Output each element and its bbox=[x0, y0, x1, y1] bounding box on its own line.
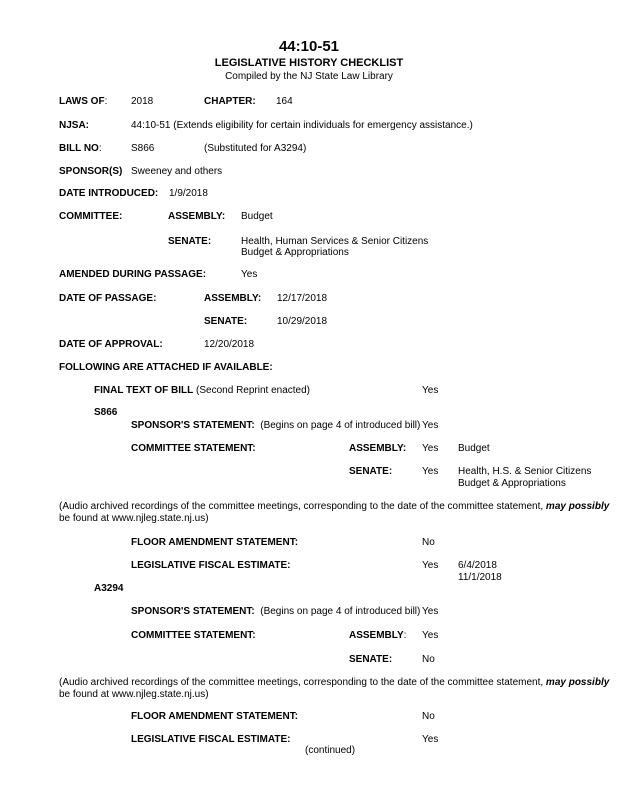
s866-committee-statement-label: COMMITTEE STATEMENT: bbox=[131, 443, 256, 454]
s866-audio-note-line2: be found at www.njleg.state.nj.us) bbox=[59, 513, 209, 524]
bill-no-label: BILL NO: bbox=[59, 143, 102, 154]
a3294-fiscal-value: Yes bbox=[422, 734, 439, 745]
a3294-assembly-value: Yes bbox=[422, 630, 439, 641]
passage-label: DATE OF PASSAGE: bbox=[59, 293, 157, 304]
approval-label: DATE OF APPROVAL: bbox=[59, 339, 163, 350]
laws-of-label: LAWS OF: bbox=[59, 96, 108, 107]
committee-assembly-value: Budget bbox=[241, 211, 273, 222]
approval-value: 12/20/2018 bbox=[204, 339, 255, 350]
a3294-senate-value: No bbox=[422, 654, 435, 665]
section-number: 44:10-51 bbox=[278, 38, 340, 55]
passage-senate-date: 10/29/2018 bbox=[277, 316, 328, 327]
s866-sponsor-statement: SPONSOR'S STATEMENT: (Begins on page 4 of introduced bill) bbox=[131, 420, 421, 431]
a3294-committee-statement-label: COMMITTEE STATEMENT: bbox=[131, 630, 256, 641]
bill-no-note: (Substituted for A3294) bbox=[204, 143, 307, 154]
a3294-label: A3294 bbox=[94, 583, 124, 594]
s866-assembly-committee: Budget bbox=[458, 443, 490, 454]
s866-fiscal-date1: 6/4/2018 bbox=[458, 560, 497, 571]
s866-label: S866 bbox=[94, 407, 118, 418]
date-introduced-value: 1/9/2018 bbox=[169, 188, 208, 199]
passage-senate-label: SENATE: bbox=[204, 316, 248, 327]
s866-assembly-label: ASSEMBLY: bbox=[349, 443, 407, 454]
s866-senate-committee-line2: Budget & Appropriations bbox=[458, 478, 566, 489]
continued-note: (continued) bbox=[305, 745, 356, 756]
sponsors-value: Sweeney and others bbox=[131, 166, 223, 177]
laws-of-year: 2018 bbox=[131, 96, 154, 107]
document-title: LEGISLATIVE HISTORY CHECKLIST bbox=[214, 57, 404, 69]
s866-senate-label: SENATE: bbox=[349, 466, 393, 477]
s866-fiscal-label: LEGISLATIVE FISCAL ESTIMATE: bbox=[131, 560, 291, 571]
a3294-floor-label: FLOOR AMENDMENT STATEMENT: bbox=[131, 711, 299, 722]
a3294-sponsor-statement-value: Yes bbox=[422, 606, 439, 617]
s866-audio-note-line1: (Audio archived recordings of the committee meetings, corresponding to the date of the committee statement, may possibly bbox=[59, 501, 610, 512]
s866-floor-label: FLOOR AMENDMENT STATEMENT: bbox=[131, 537, 299, 548]
a3294-audio-note-line2: be found at www.njleg.state.nj.us) bbox=[59, 689, 209, 700]
sponsors-label: SPONSOR(S) bbox=[59, 166, 123, 177]
bill-no-value: S866 bbox=[131, 143, 155, 154]
s866-assembly-value: Yes bbox=[422, 443, 439, 454]
a3294-assembly-label: ASSEMBLY: bbox=[349, 630, 407, 641]
a3294-audio-note-line1: (Audio archived recordings of the committee meetings, corresponding to the date of the committee statement, may possibly bbox=[59, 677, 610, 688]
chapter-value: 164 bbox=[276, 96, 293, 107]
committee-label: COMMITTEE: bbox=[59, 211, 123, 222]
committee-senate-label: SENATE: bbox=[168, 236, 212, 247]
committee-assembly-label: ASSEMBLY: bbox=[168, 211, 226, 222]
a3294-senate-label: SENATE: bbox=[349, 654, 393, 665]
committee-senate-line2: Budget & Appropriations bbox=[241, 247, 349, 258]
chapter-label: CHAPTER: bbox=[204, 96, 256, 107]
a3294-sponsor-statement: SPONSOR'S STATEMENT: (Begins on page 4 of introduced bill) bbox=[131, 606, 421, 617]
passage-assembly-label: ASSEMBLY: bbox=[204, 293, 262, 304]
s866-floor-value: No bbox=[422, 537, 435, 548]
amended-value: Yes bbox=[241, 269, 258, 280]
s866-sponsor-statement-value: Yes bbox=[422, 420, 439, 431]
njsa-value: 44:10-51 (Extends eligibility for certain individuals for emergency assistance.) bbox=[131, 120, 473, 131]
attached-heading: FOLLOWING ARE ATTACHED IF AVAILABLE: bbox=[59, 362, 273, 373]
passage-assembly-date: 12/17/2018 bbox=[277, 293, 328, 304]
s866-senate-value: Yes bbox=[422, 466, 439, 477]
a3294-floor-value: No bbox=[422, 711, 435, 722]
compiled-by: Compiled by the NJ State Law Library bbox=[225, 71, 393, 82]
a3294-fiscal-label: LEGISLATIVE FISCAL ESTIMATE: bbox=[131, 734, 291, 745]
date-introduced-label: DATE INTRODUCED: bbox=[59, 188, 159, 199]
njsa-label: NJSA: bbox=[59, 120, 90, 131]
s866-senate-committee-line1: Health, H.S. & Senior Citizens bbox=[458, 466, 592, 477]
s866-fiscal-value: Yes bbox=[422, 560, 439, 571]
amended-label: AMENDED DURING PASSAGE: bbox=[59, 269, 207, 280]
committee-senate-line1: Health, Human Services & Senior Citizens bbox=[241, 236, 429, 247]
final-text-value: Yes bbox=[422, 385, 439, 396]
final-text-label: FINAL TEXT OF BILL (Second Reprint enacted) bbox=[94, 385, 311, 396]
s866-fiscal-date2: 11/1/2018 bbox=[458, 572, 502, 583]
